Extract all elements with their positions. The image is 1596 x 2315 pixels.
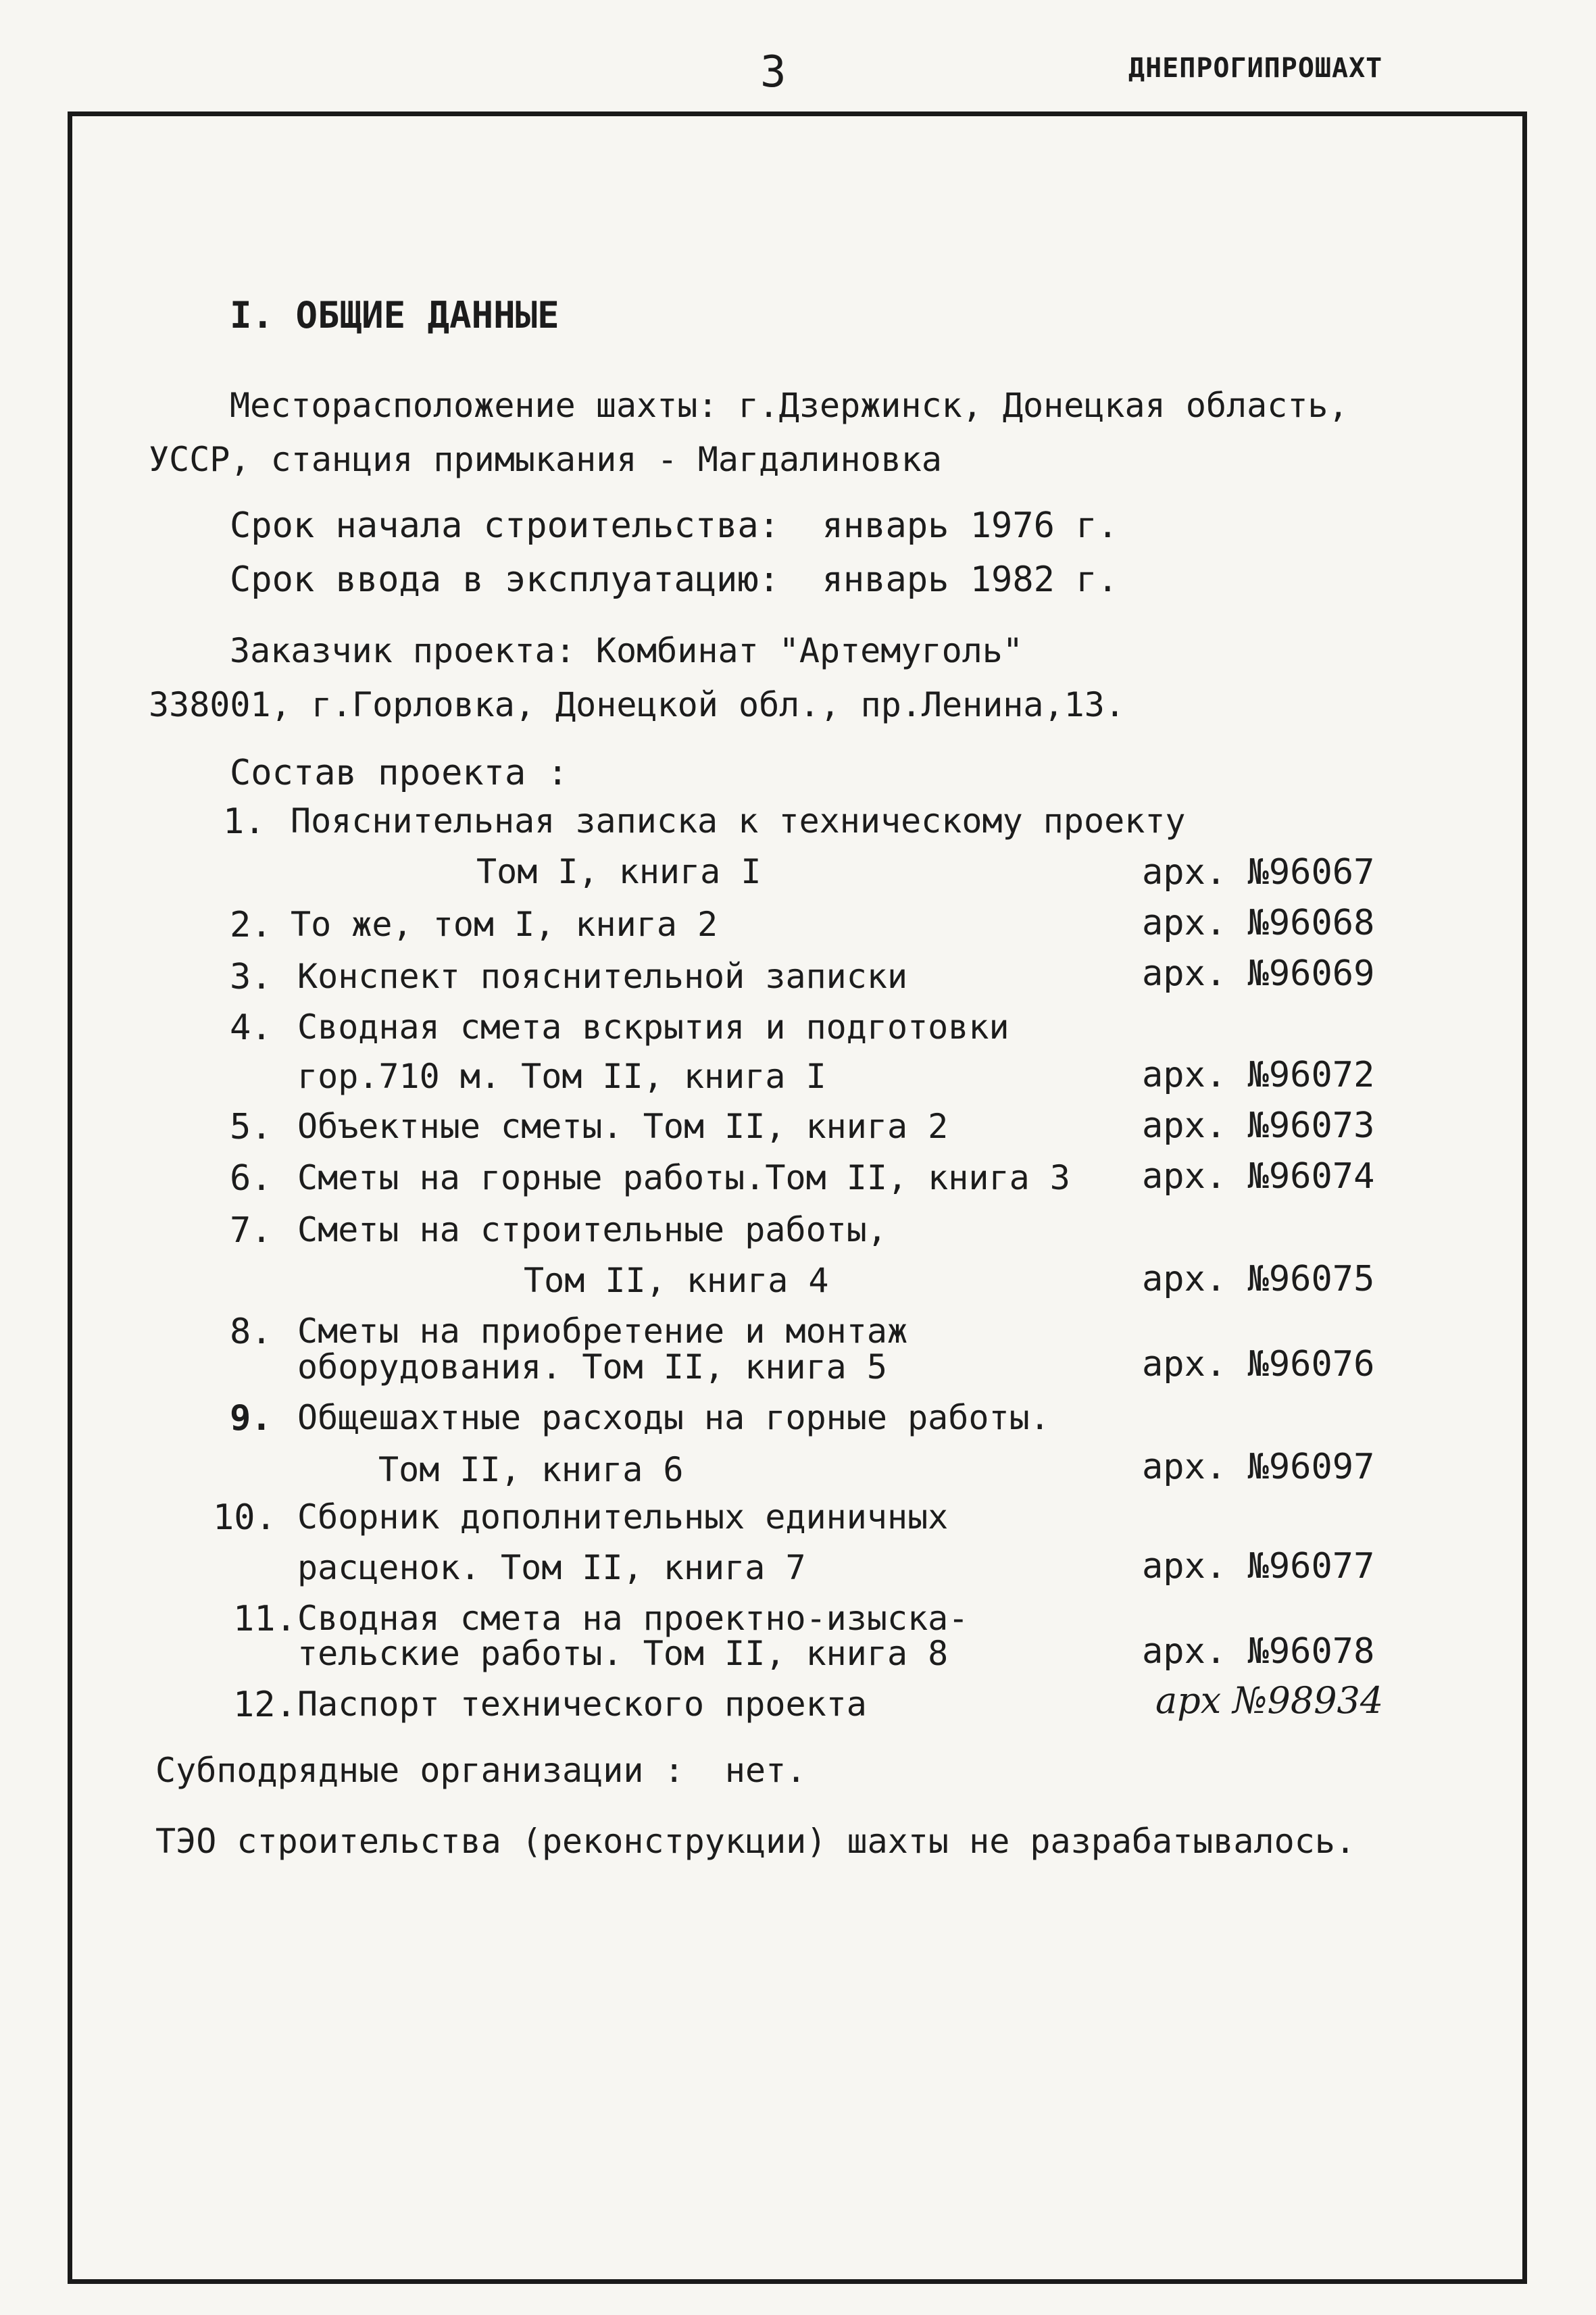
item-number: 11.: [233, 1599, 297, 1639]
item-text-line-2: тельские работы. Том II, книга 8: [297, 1634, 949, 1673]
subcontractors-line: Субподрядные организации : нет.: [155, 1751, 807, 1790]
item-number: 7.: [230, 1210, 272, 1251]
customer-line-2: 338001, г.Горловка, Донецкой обл., пр.Ленина,13.: [149, 685, 1125, 724]
item-text: Сводная смета вскрытия и подготовки: [297, 1007, 1009, 1047]
item-text-line-2: гор.710 м. Том II, книга I: [297, 1057, 826, 1096]
location-line-1: Месторасположение шахты: г.Дзержинск, Донецкая область,: [230, 386, 1349, 425]
item-number: 9.: [230, 1398, 272, 1439]
item-archive-number: арх. №96073: [1142, 1105, 1375, 1146]
item-number: 1.: [223, 801, 266, 842]
item-archive-number: арх. №96072: [1142, 1055, 1375, 1095]
item-text-line-2: Том II, книга 6: [378, 1450, 684, 1489]
item-number: 4.: [230, 1007, 272, 1048]
location-line-2: УССР, станция примыкания - Магдалиновка: [149, 440, 942, 479]
item-text: Пояснительная записка к техническому проекту: [291, 801, 1186, 841]
item-archive-number: арх. №96075: [1142, 1259, 1375, 1299]
item-number: 5.: [230, 1107, 272, 1147]
item-number: 10.: [213, 1497, 276, 1538]
item-number: 3.: [230, 957, 272, 997]
item-number: 8.: [230, 1312, 272, 1352]
item-text: Сметы на строительные работы,: [297, 1210, 887, 1249]
item-number: 2.: [230, 905, 272, 945]
item-text: Сметы на горные работы.Том II, книга 3: [297, 1158, 1070, 1197]
item-text-line-2: расценок. Том II, книга 7: [297, 1548, 806, 1587]
item-text-line-2: Том II, книга 4: [524, 1261, 829, 1300]
item-text: Сводная смета на проектно-изыска-: [297, 1599, 969, 1638]
page-number: 3: [760, 47, 787, 97]
item-archive-number: арх. №96067: [1142, 852, 1375, 893]
organization-stamp: ДНЕПРОГИПРОШАХТ: [1128, 53, 1383, 84]
item-text-line-2: Том I, книга I: [476, 852, 762, 891]
item-archive-number: арх. №96077: [1142, 1546, 1375, 1587]
item-archive-number-handwritten: арх №98934: [1155, 1679, 1384, 1722]
feasibility-line: ТЭО строительства (реконструкции) шахты не разрабатывалось.: [155, 1822, 1356, 1861]
item-archive-number: арх. №96068: [1142, 903, 1375, 943]
item-archive-number: арх. №96069: [1142, 953, 1375, 994]
item-number: 6.: [230, 1158, 272, 1199]
item-text: Конспект пояснительной записки: [297, 957, 908, 996]
item-text: Объектные сметы. Том II, книга 2: [297, 1107, 949, 1146]
composition-title: Состав проекта :: [230, 753, 568, 793]
item-text: Паспорт технического проекта: [297, 1685, 867, 1724]
section-title: I. ОБЩИЕ ДАННЫЕ: [230, 294, 559, 337]
item-archive-number: арх. №96074: [1142, 1156, 1375, 1197]
page-frame: [68, 111, 1527, 2284]
item-text-line-2: оборудования. Том II, книга 5: [297, 1347, 887, 1387]
item-text: Сметы на приобретение и монтаж: [297, 1312, 908, 1351]
item-text: То же, том I, книга 2: [291, 905, 718, 944]
construction-start: Срок начала строительства: январь 1976 г.: [230, 505, 1118, 546]
item-archive-number: арх. №96076: [1142, 1344, 1375, 1385]
item-text: Сборник дополнительных единичных: [297, 1497, 949, 1537]
item-number: 12.: [233, 1685, 297, 1725]
customer-line-1: Заказчик проекта: Комбинат "Артемуголь": [230, 631, 1023, 670]
item-archive-number: арх. №96078: [1142, 1631, 1375, 1672]
item-archive-number: арх. №96097: [1142, 1447, 1375, 1487]
item-text: Общешахтные расходы на горные работы.: [297, 1398, 1050, 1437]
commissioning-date: Срок ввода в эксплуатацию: январь 1982 г.: [230, 559, 1118, 600]
